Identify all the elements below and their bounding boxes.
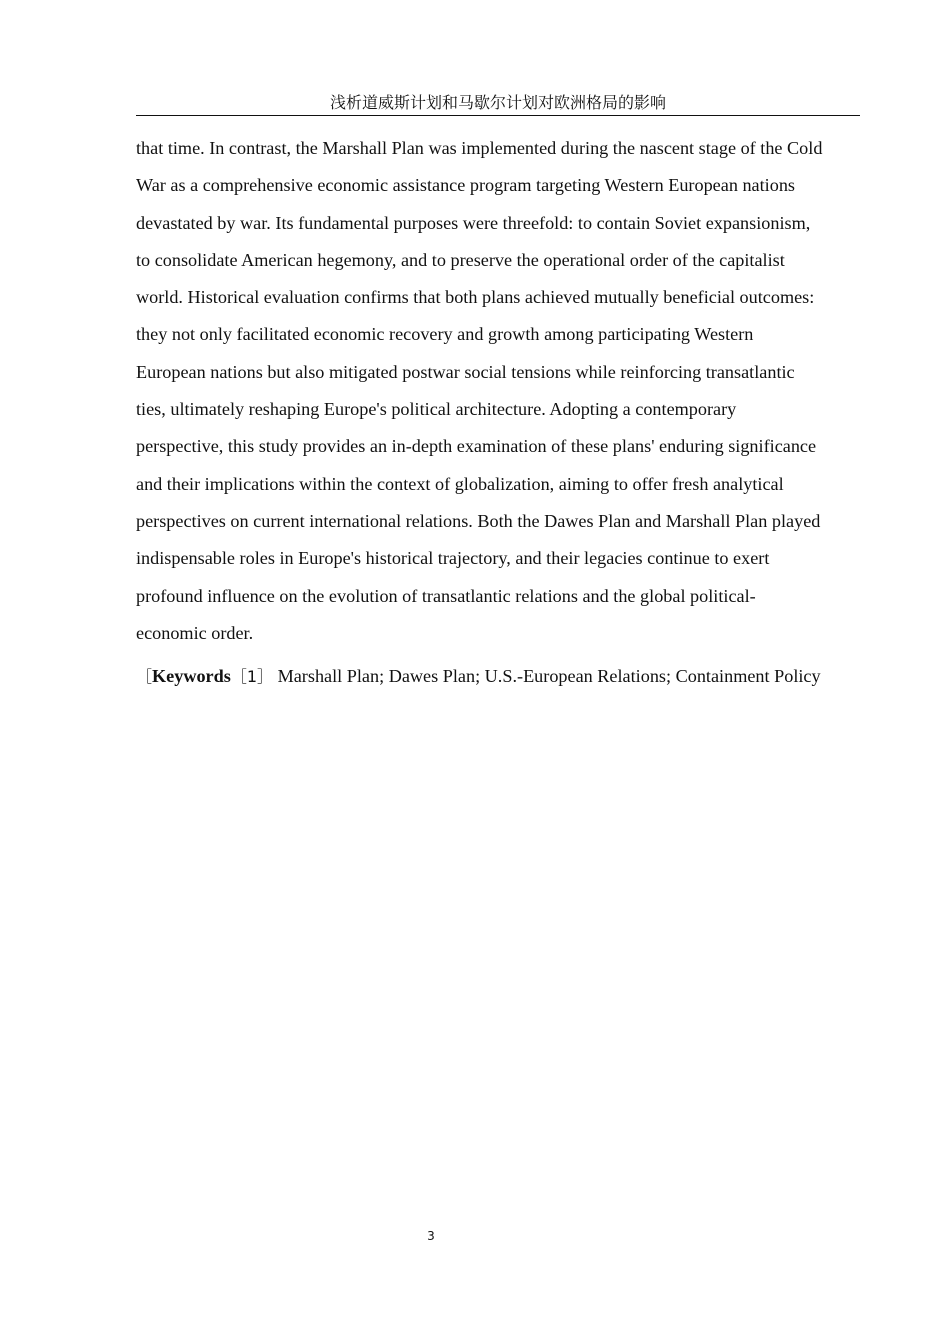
body-line: profound influence on the evolution of transatlantic relations and the global political- xyxy=(136,585,756,606)
body-line: devastated by war. Its fundamental purposes were threefold: to contain Soviet expansionism, xyxy=(136,212,811,233)
keywords-open-bracket: ［ xyxy=(136,667,153,686)
body-line: ties, ultimately reshaping Europe's political architecture. Adopting a contemporary xyxy=(136,399,737,420)
keywords-list: Marshall Plan; Dawes Plan; U.S.-European Relations; Containment Policy xyxy=(273,666,821,686)
body-line: War as a comprehensive economic assistance program targeting Western European nations xyxy=(136,175,796,196)
body-line: economic order. xyxy=(136,622,254,643)
keywords-line xyxy=(136,660,862,693)
body-line: world. Historical evaluation confirms that both plans achieved mutually beneficial outcomes: xyxy=(136,287,815,308)
body-line: perspectives on current international relations. Both the Dawes Plan and Marshall Plan played xyxy=(136,510,821,531)
body-line: European nations but also mitigated postwar social tensions while reinforcing transatlantic xyxy=(136,361,795,382)
body-line: to consolidate American hegemony, and to preserve the operational order of the capitalist xyxy=(136,249,785,270)
body-line: that time. In contrast, the Marshall Plan was implemented during the nascent stage of the Cold xyxy=(136,138,823,158)
header-title: 浅析道威斯计划和马歇尔计划对欧洲格局的影响 xyxy=(329,93,666,112)
body-line: perspective, this study provides an in-depth examination of these plans' enduring significance xyxy=(136,436,817,457)
keywords-reference-mark: ［1］ xyxy=(230,667,274,686)
running-header xyxy=(136,92,860,116)
body-line: and their implications within the context of globalization, aiming to offer fresh analytical xyxy=(136,473,784,494)
body-line: they not only facilitated economic recovery and growth among participating Western xyxy=(136,324,754,345)
body-paragraph xyxy=(136,130,862,652)
page-number: 3 xyxy=(427,1229,435,1243)
keywords-label: Keywords xyxy=(152,666,231,686)
body-line: indispensable roles in Europe's historical trajectory, and their legacies continue to exert xyxy=(136,548,770,569)
